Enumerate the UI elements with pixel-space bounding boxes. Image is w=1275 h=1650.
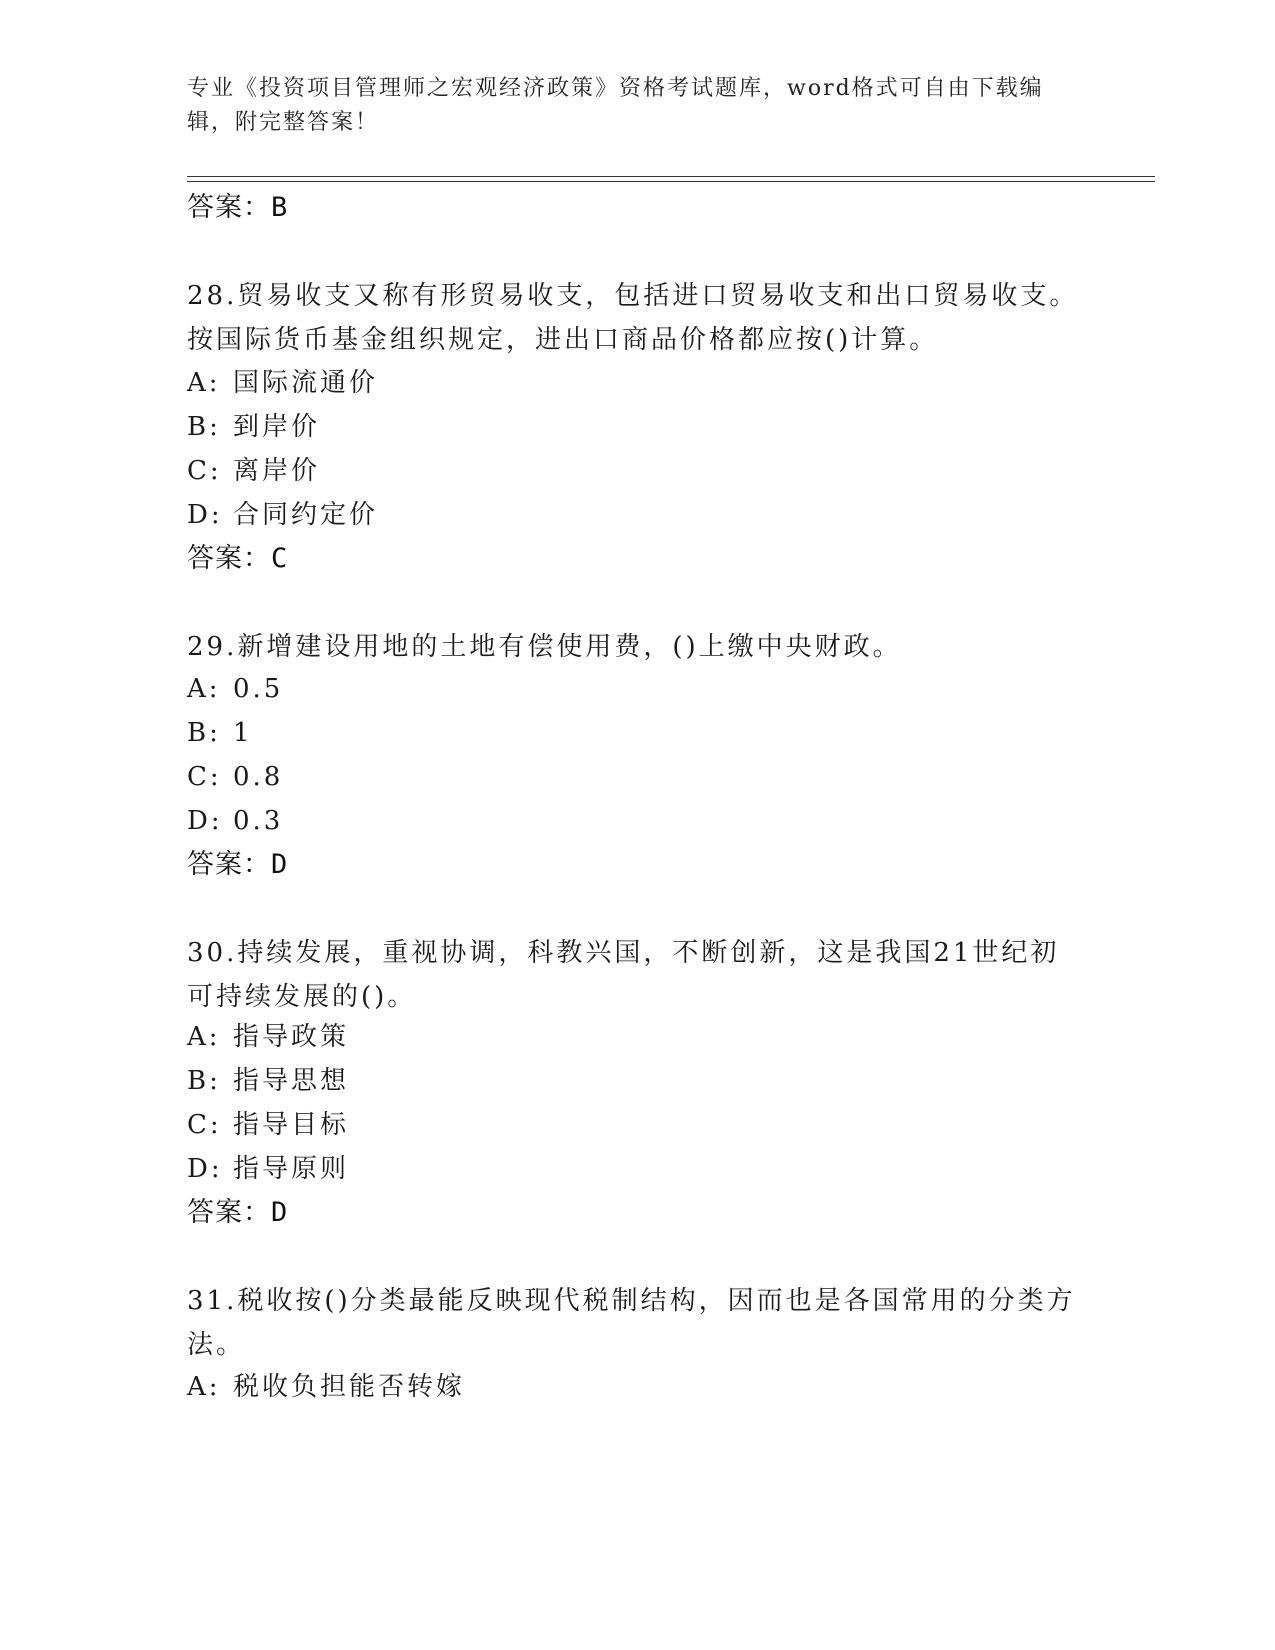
option-text: 0.8: [233, 762, 284, 792]
option-c: [187, 453, 320, 489]
option-text: 指导思想: [233, 1066, 350, 1096]
question-text-line: 28.贸易收支又称有形贸易收支，包括进口贸易收支和出口贸易收支。: [187, 281, 1079, 311]
option-text: 指导政策: [233, 1022, 350, 1052]
question-text-line: 按国际货币基金组织规定，进出口商品价格都应按()计算。: [187, 325, 939, 355]
option-d: [187, 1151, 349, 1187]
option-a: [187, 1019, 349, 1055]
option-letter: C:: [187, 456, 222, 486]
answer-q28: [187, 541, 288, 577]
option-text: 合同约定价: [233, 500, 379, 530]
answer-value: C: [271, 543, 289, 574]
header-line-1: 专业《投资项目管理师之宏观经济政策》资格考试题库，word格式可自由下载编: [187, 76, 1044, 101]
question-31: [187, 1279, 1087, 1367]
option-text: 0.5: [233, 674, 284, 704]
header-divider-top: [187, 176, 1155, 177]
option-letter: B:: [187, 412, 221, 442]
question-text-line: 可持续发展的()。: [187, 982, 417, 1012]
option-a: [187, 365, 378, 401]
option-letter: A:: [187, 368, 221, 398]
header-divider-bottom: [187, 181, 1155, 182]
option-letter: D:: [187, 500, 223, 530]
answer-label: 答案：: [187, 849, 271, 880]
option-letter: C:: [187, 1110, 222, 1140]
question-text-line: 31.税收按()分类最能反映现代税制结构，因而也是各国常用的分类方: [187, 1286, 1076, 1316]
option-d: [187, 803, 283, 839]
answer-label: 答案：: [187, 1197, 271, 1228]
option-letter: B:: [187, 1066, 221, 1096]
option-c: [187, 759, 283, 795]
question-29: [187, 625, 1087, 669]
option-letter: D:: [187, 806, 223, 836]
option-a: [187, 671, 283, 707]
option-text: 指导目标: [233, 1110, 350, 1140]
option-letter: D:: [187, 1154, 223, 1184]
question-text-line: 30.持续发展，重视协调，科教兴国，不断创新，这是我国21世纪初: [187, 938, 1060, 968]
question-text-line: 法。: [187, 1330, 246, 1360]
option-text: 到岸价: [233, 412, 321, 442]
option-letter: A:: [187, 1022, 221, 1052]
answer-value: D: [271, 849, 289, 880]
option-text: 税收负担能否转嫁: [233, 1372, 466, 1402]
option-b: [187, 409, 320, 445]
option-text: 离岸价: [233, 456, 321, 486]
question-text-line: 29.新增建设用地的土地有偿使用费，()上缴中央财政。: [187, 632, 902, 662]
option-d: [187, 497, 378, 533]
option-letter: A:: [187, 1372, 221, 1402]
option-letter: C:: [187, 762, 222, 792]
option-b: [187, 715, 253, 751]
answer-label: 答案：: [187, 192, 271, 223]
header-line-2: 辑，附完整答案！: [187, 110, 380, 135]
question-30: [187, 931, 1087, 1019]
answer-q30: [187, 1195, 288, 1231]
option-text: 1: [233, 718, 253, 748]
answer-label: 答案：: [187, 543, 271, 574]
option-letter: B:: [187, 718, 221, 748]
answer-value: D: [271, 1197, 289, 1228]
document-header: [187, 72, 1087, 140]
option-letter: A:: [187, 674, 221, 704]
answer-q27: [187, 190, 288, 226]
option-b: [187, 1063, 349, 1099]
option-text: 国际流通价: [233, 368, 379, 398]
option-c: [187, 1107, 349, 1143]
option-text: 0.3: [233, 806, 284, 836]
answer-value: B: [271, 192, 289, 223]
option-text: 指导原则: [233, 1154, 350, 1184]
question-28: [187, 274, 1087, 362]
option-a: [187, 1369, 465, 1405]
answer-q29: [187, 847, 288, 883]
